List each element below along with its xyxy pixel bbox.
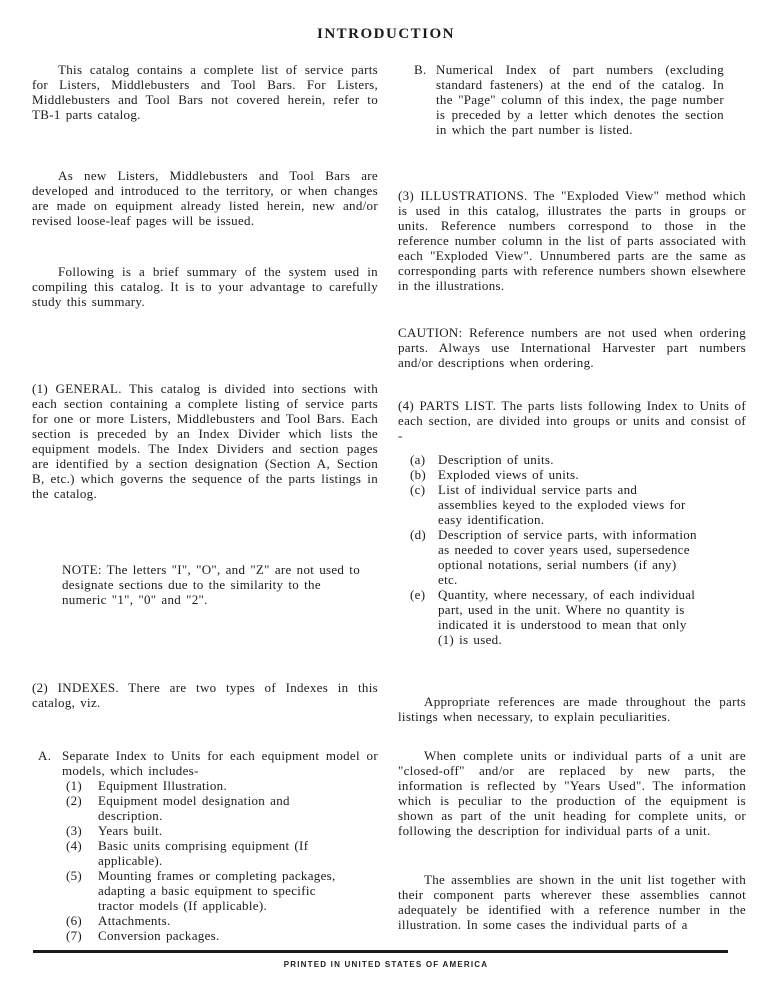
list-item-text: Quantity, where necessary, of each individual part, used in the unit. Where no quantity is indicated it is understood to mean that only (1) is used. xyxy=(438,587,696,647)
list-item-text: Equipment Illustration. xyxy=(98,778,227,793)
list-item-text: Equipment model designation and description. xyxy=(98,793,290,823)
footer-divider xyxy=(33,950,728,953)
list-item-text: Attachments. xyxy=(98,913,171,928)
page-title: INTRODUCTION xyxy=(316,26,455,42)
list-item xyxy=(398,587,746,647)
list-item-num: (e) xyxy=(410,587,426,602)
index-list-a xyxy=(32,748,378,943)
section-general: (1) GENERAL. This catalog is divided into sections with each section containing a complete listing of service parts for one or more Listers, Middlebusters and Tool Bars. Each section is preceded by an Index Divider which lists the equipment models. The Index Dividers and section pages are identified by a section designation (Section A, Section B, etc.) which governs the sequence of the parts listings in the catalog. xyxy=(32,381,378,501)
index-b-header xyxy=(398,62,746,137)
list-item-text: Description of units. xyxy=(438,452,554,467)
list-item-num: (a) xyxy=(410,452,426,467)
list-item xyxy=(62,823,378,838)
list-item-num: (7) xyxy=(66,928,83,943)
list-item xyxy=(398,482,746,527)
list-item-num: (1) xyxy=(66,778,83,793)
list-item-text: List of individual service parts and assemblies keyed to the exploded views for easy identification. xyxy=(438,482,686,527)
list-item-num: (d) xyxy=(410,527,427,542)
list-item xyxy=(62,778,378,793)
list-item xyxy=(62,838,378,868)
list-item-num: (b) xyxy=(410,467,427,482)
paragraph-new-equipment: As new Listers, Middlebusters and Tool Bars are developed and introduced to the territory, or when changes are made on equipment already listed herein, new and/or revised loose-leaf pages will be issued. xyxy=(32,168,378,228)
list-item-num: (3) xyxy=(66,823,83,838)
index-a-intro: Separate Index to Units for each equipment model or models, which includes- xyxy=(62,748,378,778)
paragraph-appropriate-references: Appropriate references are made throughout the parts listings when necessary, to explain peculiarities. xyxy=(398,694,746,724)
list-item-text: Years built. xyxy=(98,823,163,838)
list-item-text: Description of service parts, with information as needed to cover years used, supersedence optional notations, serial numbers (if any) etc. xyxy=(438,527,697,587)
note-block: NOTE: The letters "I", "O", and "Z" are not used to designate sections due to the similarity to the numeric "1", "0" and "2". xyxy=(62,562,360,607)
list-item-num: (2) xyxy=(66,793,83,808)
list-item xyxy=(62,928,378,943)
paragraph-summary: Following is a brief summary of the system used in compiling this catalog. It is to your advantage to carefully study this summary. xyxy=(32,264,378,309)
caution-block: CAUTION: Reference numbers are not used when ordering parts. Always use International Harvester part numbers and/or descriptions when ordering. xyxy=(398,325,746,370)
index-a-label: A. xyxy=(38,748,52,763)
list-item-text: Basic units comprising equipment (If applicable). xyxy=(98,838,309,868)
list-item xyxy=(62,793,378,823)
list-item-text: Conversion packages. xyxy=(98,928,220,943)
list-item xyxy=(398,467,746,482)
index-b-text: Numerical Index of part numbers (excluding standard fasteners) at the end of the catalog. In the "Page" column of this index, the page number is preceded by a letter which denotes the section in which the part number is listed. xyxy=(436,62,724,137)
list-item-num: (c) xyxy=(410,482,426,497)
section-indexes: (2) INDEXES. There are two types of Indexes in this catalog, viz. xyxy=(32,680,378,710)
paragraph-assemblies: The assemblies are shown in the unit list together with their component parts wherever these assemblies cannot adequately be identified with a reference number in the illustration. In some cases the individual parts of a xyxy=(398,872,746,932)
section-parts-list: (4) PARTS LIST. The parts lists following Index to Units of each section, are divided into groups or units and consist of - xyxy=(398,398,746,443)
list-item-text: Mounting frames or completing packages, adapting a basic equipment to specific tractor models (If applicable). xyxy=(98,868,336,913)
parts-list-items xyxy=(398,452,746,647)
list-item xyxy=(398,527,746,587)
list-item xyxy=(398,452,746,467)
section-illustrations: (3) ILLUSTRATIONS. The "Exploded View" method which is used in this catalog, illustrates the parts in groups or units. Reference numbers correspond to those in the reference number column in the list of parts associated with each "Exploded View". Unnumbered parts are the same as corresponding parts with reference numbers shown elsewhere in the illustrations. xyxy=(398,188,746,293)
list-item-text: Exploded views of units. xyxy=(438,467,579,482)
index-a-header xyxy=(32,748,378,778)
index-b-label: B. xyxy=(414,62,427,77)
list-item-num: (6) xyxy=(66,913,83,928)
list-item-num: (5) xyxy=(66,868,83,883)
paragraph-catalog-contents: This catalog contains a complete list of service parts for Listers, Middlebusters and Tool Bars. For Listers, Middlebusters and Tool Bars not covered herein, refer to TB-1 parts catalog. xyxy=(32,62,378,122)
list-item xyxy=(62,913,378,928)
index-list-b xyxy=(398,62,746,137)
list-item xyxy=(62,868,378,913)
list-item-num: (4) xyxy=(66,838,83,853)
paragraph-closed-off: When complete units or individual parts of a unit are "closed-off" and/or are replaced by new parts, the information is reflected by "Years Used". The information which is peculiar to the production of the equipment is shown as part of the unit heading for complete units, or following the description for individual parts of a unit. xyxy=(398,748,746,838)
footer-printed-text: PRINTED IN UNITED STATES OF AMERICA xyxy=(283,960,489,969)
